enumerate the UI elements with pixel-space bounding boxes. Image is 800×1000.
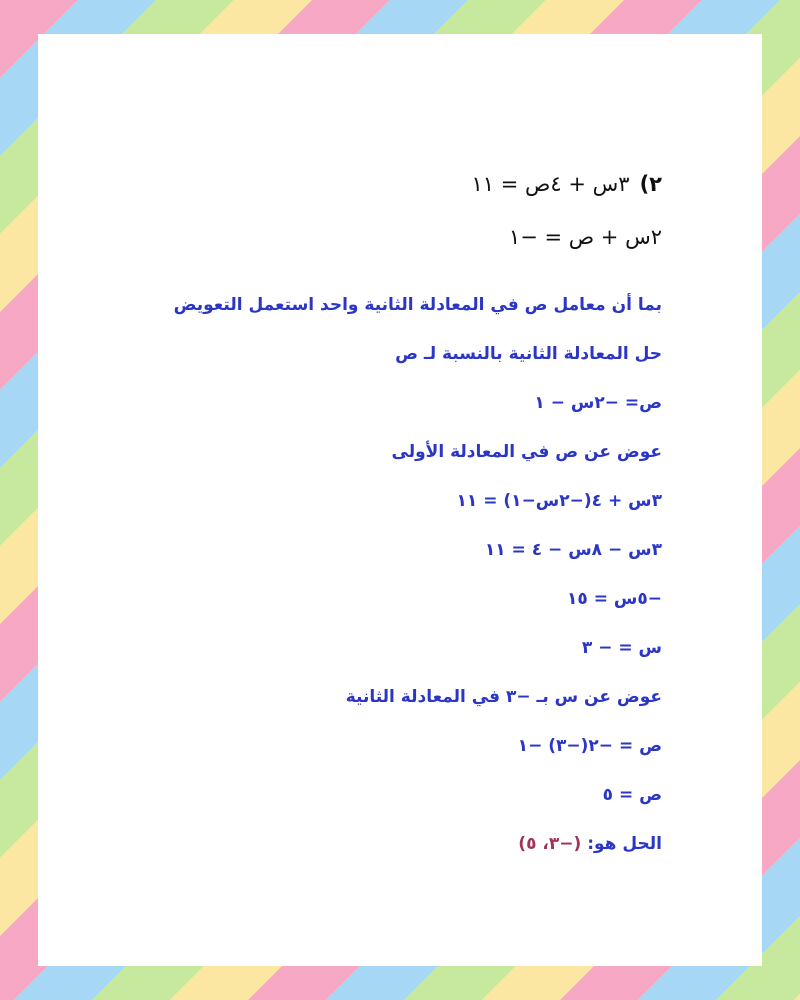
step-line: ص = −٢(−٣) −١: [517, 736, 662, 756]
step-line: ٣س + ٤(−٢س−١) = ١١: [456, 491, 662, 511]
answer-value: (−٣، ٥): [518, 834, 582, 854]
step-line: عوض عن س بـ −٣ في المعادلة الثانية: [345, 687, 662, 707]
equation-2-text: ٢س + ص = −١: [508, 225, 662, 249]
problem-number: ٢): [639, 172, 662, 196]
step-line: ص = ٥: [602, 785, 662, 805]
step-line: س = − ٣: [581, 638, 662, 658]
problem-equation-2: [509, 227, 662, 248]
step-line: ص= −٢س − ١: [534, 393, 662, 413]
answer-label: الحل هو:: [587, 834, 662, 854]
equation-1-text: ٣س + ٤ص = ١١: [471, 172, 630, 196]
step-line: −٥س = ١٥: [567, 589, 662, 609]
step-line: عوض عن ص في المعادلة الأولى: [391, 442, 662, 462]
problem-equation-1: [472, 174, 663, 195]
answer-line: [518, 836, 662, 853]
step-line: بما أن معامل ص في المعادلة الثانية واحد استعمل التعويض: [173, 295, 662, 315]
step-line: حل المعادلة الثانية بالنسبة لـ ص: [395, 344, 662, 364]
step-line: ٣س − ٨س − ٤ = ١١: [484, 540, 662, 560]
worksheet-page: [38, 34, 762, 966]
